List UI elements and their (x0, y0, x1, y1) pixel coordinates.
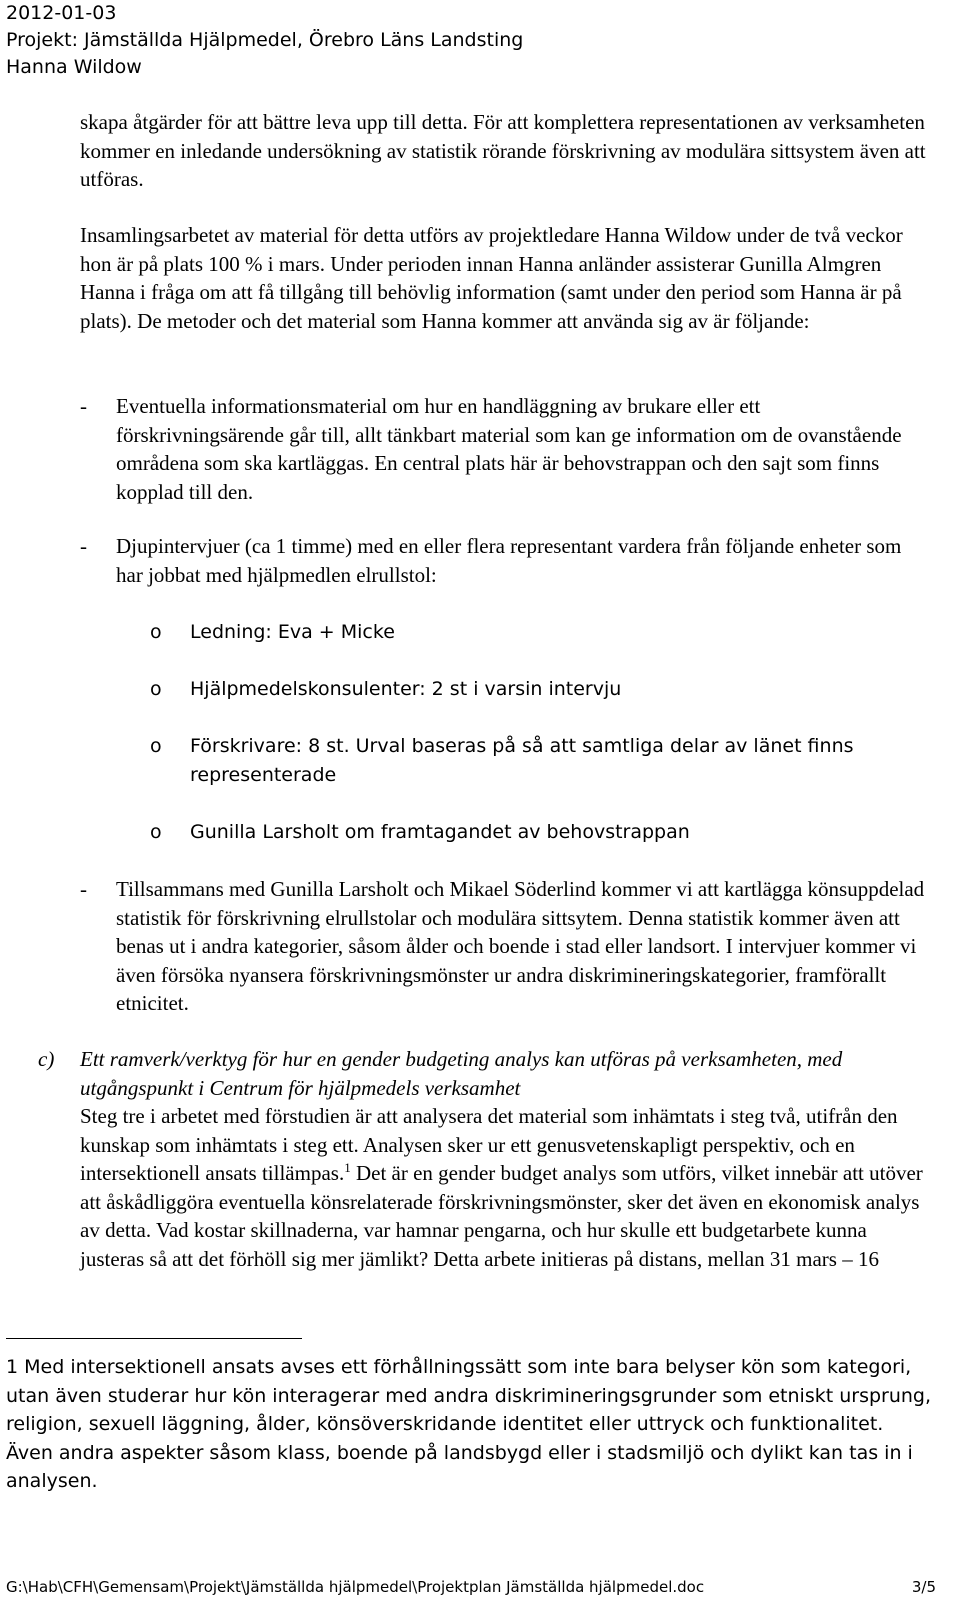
bullet-statistics: Tillsammans med Gunilla Larsholt och Mikael Söderlind kommer vi att kartlägga könsuppdelad statistik för förskrivning elrullstolar och modulära sittsytem. Denna statistik kommer även att benas ut i andra kategorier, såsom ålder och boende i stad eller landsort. I intervjuer kommer vi även försöka nyansera förskrivningsmönster ur andra diskrimineringskategorier, framförallt etnicitet. (116, 877, 925, 1015)
bullet-marker: - (80, 534, 87, 558)
section-c-paragraph (80, 1102, 932, 1273)
header-author: Hanna Wildow (6, 56, 142, 78)
section-c-text-start: Steg tre i arbetet med förstudien är att analysera det material som inhämtats i steg två, utifrån den kunskap som inhämtats i steg ett. Analysen sker ur ett genusvetenskapligt perspektiv, och en intersektionell ansats tillämpas. (80, 1104, 898, 1185)
bullet-deep-interviews: Djupintervjuer (ca 1 timme) med en eller flera representant vardera från följande enheter som har jobbat med hjälpmedlen elrullstol: (116, 534, 902, 587)
footer-file-path: G:\Hab\CFH\Gemensam\Projekt\Jämställda hjälpmedel\Projektplan Jämställda hjälpmedel.doc (6, 1578, 705, 1596)
paragraph-data-collection: Insamlingsarbetet av material för detta utförs av projektledare Hanna Wildow under de två veckor hon är på plats 100 % i mars. Under perioden innan Hanna anländer assisterar Gunilla Almgren Hanna i fråga om att få tillgång till behövlig information (samt under den period som Hanna är på plats). De metoder och det material som Hanna kommer att använda sig av är följande: (80, 223, 903, 333)
section-c-text-end: Det är en gender budget analys som utförs, vilket innebär att utöver att åskådliggöra eventuella könsrelaterade förskrivningsmönster, sker det även en ekonomisk analys av detta. Vad kostar skillnaderna, var hamnar pengarna, och hur skulle ett budgetarbete kunna justeras så att det förhöll sig mer jämlikt? Detta arbete initieras på distans, mellan 31 mars – 16 (80, 1161, 923, 1271)
header-date: 2012-01-03 (6, 2, 117, 24)
section-c-label: c) (38, 1047, 55, 1071)
sub-item-gunilla: Gunilla Larsholt om framtagandet av behovstrappan (190, 821, 690, 843)
sub-bullet-marker: o (150, 821, 162, 843)
header-project: Projekt: Jämställda Hjälpmedel, Örebro Läns Landsting (6, 29, 524, 51)
page-footer (6, 1577, 936, 1597)
sub-item-consultants: Hjälpmedelskonsulenter: 2 st i varsin intervju (190, 678, 622, 700)
sub-item-prescribers: Förskrivare: 8 st. Urval baseras på så att samtliga delar av länet finns representerade (190, 735, 854, 786)
sub-bullet-marker: o (150, 678, 162, 700)
footnote-text: Med intersektionell ansats avses ett förhållningssätt som inte bara belyser kön som kategori, utan även studerar hur kön interagerar med andra diskrimineringsgrunder som etniskt ursprung, religion, sexuell läggning, ålder, könsöverskridande identitet eller uttryck och funktionalitet. Även andra aspekter såsom klass, boende på landsbygd eller i stadsmiljö och dylikt kan tas in i analysen. (6, 1356, 932, 1492)
footnote-reference: 1 (344, 1160, 351, 1175)
footnote (6, 1353, 932, 1496)
paragraph-intro: skapa åtgärder för att bättre leva upp till detta. För att komplettera representationen av verksamheten kommer en inledande undersökning av statistik rörande förskrivning av modulära sittsystem även att utföras. (80, 110, 926, 191)
sub-item-management: Ledning: Eva + Micke (190, 621, 395, 643)
section-c-heading: Ett ramverk/verktyg för hur en gender budgeting analys kan utföras på verksamheten, med utgångspunkt i Centrum för hjälpmedels verksamhet (80, 1047, 843, 1100)
sub-bullet-marker: o (150, 735, 162, 757)
sub-bullet-marker: o (150, 621, 162, 643)
bullet-marker: - (80, 394, 87, 418)
footnote-number: 1 (6, 1356, 19, 1378)
bullet-information-material: Eventuella informationsmaterial om hur en handläggning av brukare eller ett förskrivningsärende går till, allt tänkbart material som kan ge information om de ovanstående områdena som ska kartläggas. En central plats här är behovstrappan och den sajt som finns kopplad till den. (116, 394, 902, 504)
page-header (6, 0, 523, 81)
footnote-separator (6, 1338, 302, 1339)
bullet-marker: - (80, 877, 87, 901)
footer-page-number: 3/5 (911, 1578, 936, 1596)
